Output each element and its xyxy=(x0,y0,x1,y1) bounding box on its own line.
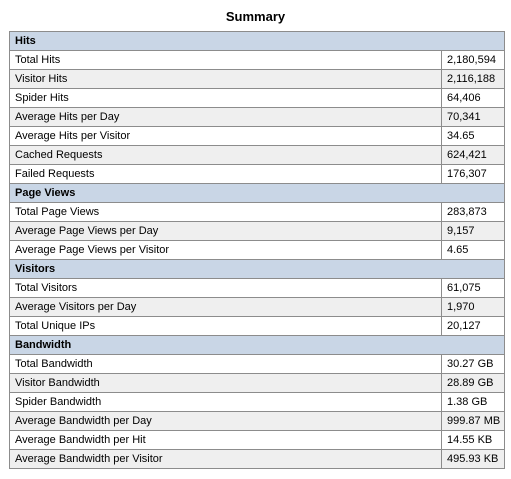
row-label: Average Visitors per Day xyxy=(10,298,442,317)
section-title: Bandwidth xyxy=(10,336,505,355)
row-value: 2,180,594 xyxy=(442,51,505,70)
row-value: 283,873 xyxy=(442,203,505,222)
summary-table xyxy=(9,31,505,469)
row-value: 30.27 GB xyxy=(442,355,505,374)
row-value: 61,075 xyxy=(442,279,505,298)
table-row xyxy=(10,374,505,393)
row-label: Average Page Views per Visitor xyxy=(10,241,442,260)
row-value: 176,307 xyxy=(442,165,505,184)
page-title: Summary xyxy=(225,9,286,24)
table-row xyxy=(10,450,505,469)
table-row xyxy=(10,146,505,165)
table-row xyxy=(10,355,505,374)
table-row xyxy=(10,70,505,89)
row-value: 70,341 xyxy=(442,108,505,127)
row-value: 624,421 xyxy=(442,146,505,165)
section-header-hits xyxy=(10,32,505,51)
table-row xyxy=(10,51,505,70)
table-row xyxy=(10,89,505,108)
table-row xyxy=(10,393,505,412)
row-value: 1,970 xyxy=(442,298,505,317)
table-row xyxy=(10,317,505,336)
table-row xyxy=(10,298,505,317)
table-row xyxy=(10,431,505,450)
row-value: 34.65 xyxy=(442,127,505,146)
section-title: Hits xyxy=(10,32,505,51)
table-row xyxy=(10,412,505,431)
row-value: 14.55 KB xyxy=(442,431,505,450)
table-row xyxy=(10,241,505,260)
row-label: Total Visitors xyxy=(10,279,442,298)
row-label: Total Page Views xyxy=(10,203,442,222)
row-label: Average Hits per Day xyxy=(10,108,442,127)
row-value: 2,116,188 xyxy=(442,70,505,89)
row-label: Spider Hits xyxy=(10,89,442,108)
row-label: Total Unique IPs xyxy=(10,317,442,336)
section-header-bandwidth xyxy=(10,336,505,355)
row-value: 1.38 GB xyxy=(442,393,505,412)
table-row xyxy=(10,165,505,184)
row-label: Visitor Hits xyxy=(10,70,442,89)
table-row xyxy=(10,108,505,127)
row-label: Total Hits xyxy=(10,51,442,70)
row-label: Average Bandwidth per Visitor xyxy=(10,450,442,469)
row-label: Average Page Views per Day xyxy=(10,222,442,241)
row-label: Total Bandwidth xyxy=(10,355,442,374)
table-row xyxy=(10,222,505,241)
row-value: 495.93 KB xyxy=(442,450,505,469)
section-header-visitors xyxy=(10,260,505,279)
row-value: 64,406 xyxy=(442,89,505,108)
table-row xyxy=(10,279,505,298)
row-label: Average Hits per Visitor xyxy=(10,127,442,146)
row-label: Spider Bandwidth xyxy=(10,393,442,412)
row-label: Average Bandwidth per Day xyxy=(10,412,442,431)
row-value: 28.89 GB xyxy=(442,374,505,393)
section-title: Page Views xyxy=(10,184,505,203)
row-value: 4.65 xyxy=(442,241,505,260)
summary-table-body xyxy=(10,32,505,469)
row-label: Cached Requests xyxy=(10,146,442,165)
table-row xyxy=(10,127,505,146)
row-value: 999.87 MB xyxy=(442,412,505,431)
table-row xyxy=(10,203,505,222)
section-title: Visitors xyxy=(10,260,505,279)
row-label: Visitor Bandwidth xyxy=(10,374,442,393)
row-value: 9,157 xyxy=(442,222,505,241)
row-value: 20,127 xyxy=(442,317,505,336)
row-label: Average Bandwidth per Hit xyxy=(10,431,442,450)
row-label: Failed Requests xyxy=(10,165,442,184)
section-header-page-views xyxy=(10,184,505,203)
